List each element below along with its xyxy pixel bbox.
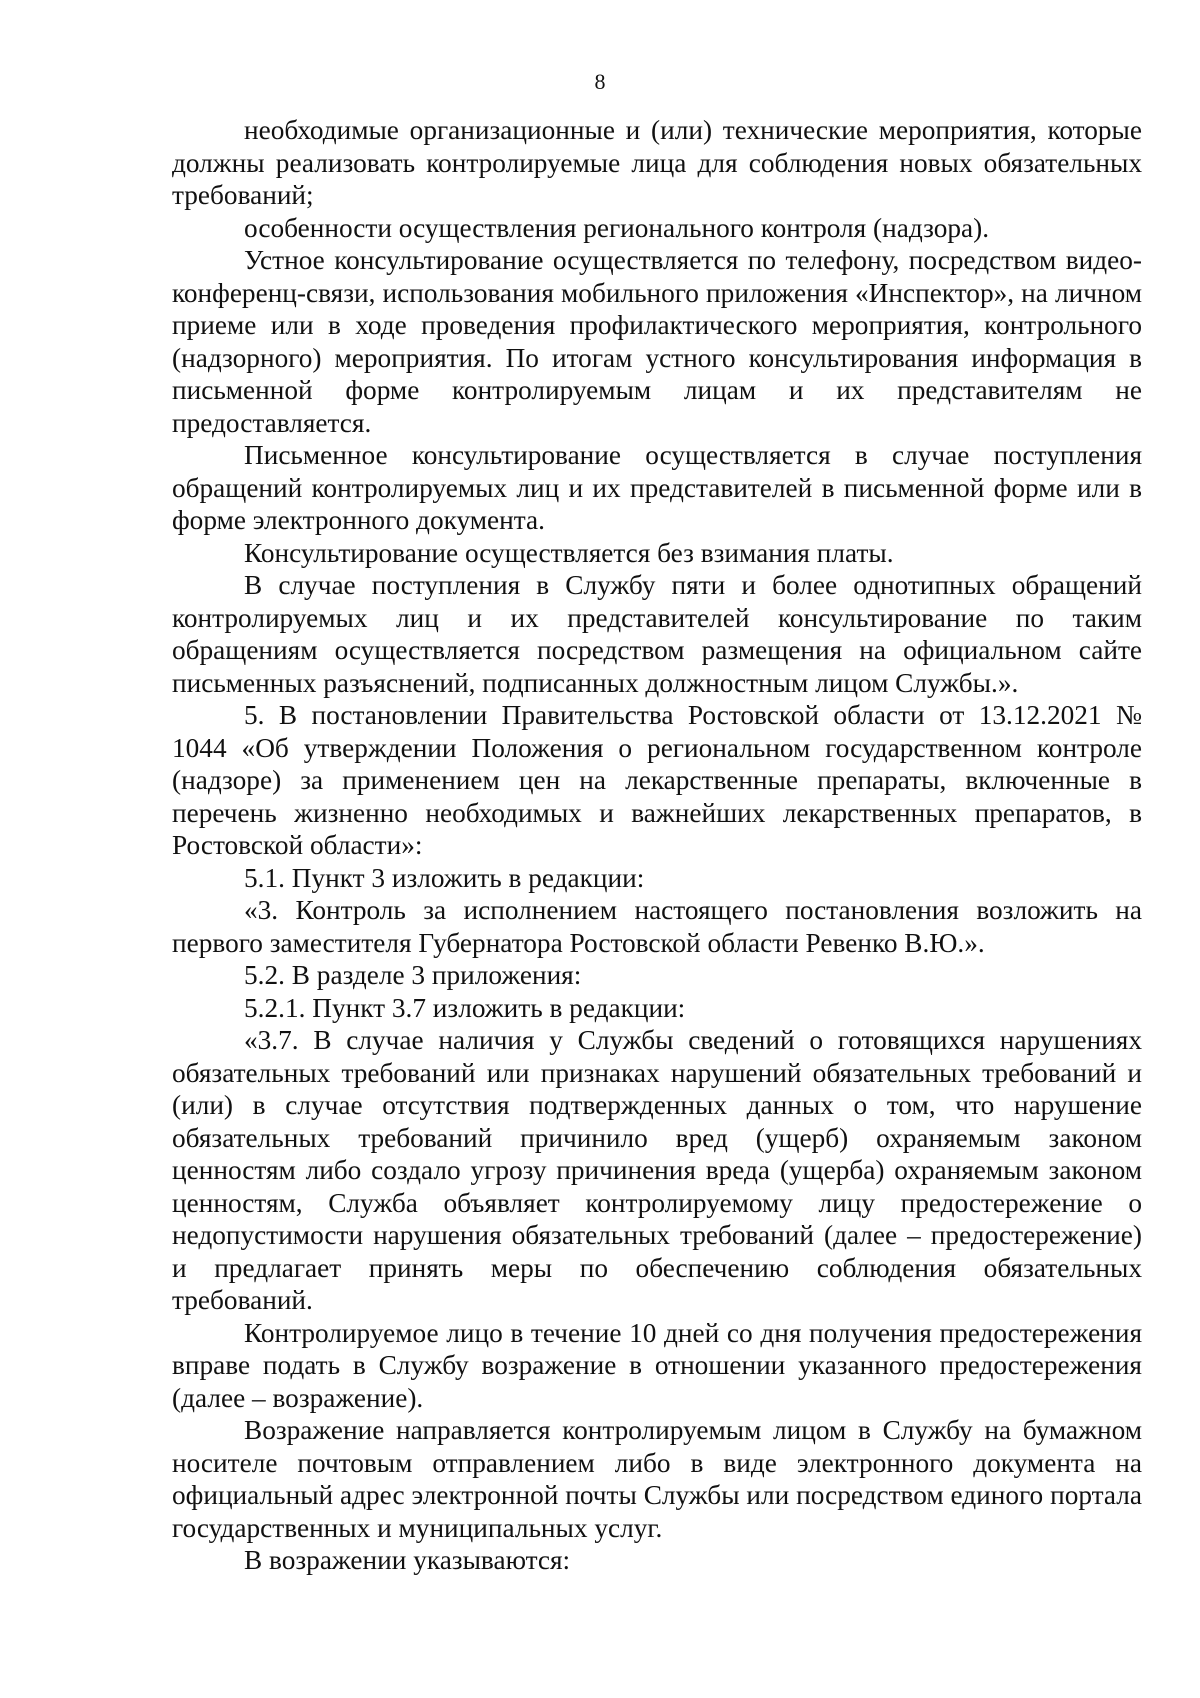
paragraph-similar-appeals: В случае поступления в Службу пяти и более однотипных обращений контролируемых лиц и их представителей консультирование по таким обращениям осуществляется посредством размещения на официальном сайте письменных разъяснений, подписанных должностным лицом Службы.». bbox=[172, 570, 1142, 698]
document-body bbox=[172, 114, 1142, 1577]
paragraph-oral-consulting: Устное консультирование осуществляется по телефону, посредством видео-конференц-связи, использования мобильного приложения «Инспектор», на личном приеме или в ходе проведения профилактического мероприятия, контрольного (надзорного) мероприятия. По итогам устного консультирования информация в письменной форме контролируемым лицам и их представителям не предоставляется. bbox=[172, 245, 1142, 438]
paragraph-item-5: 5. В постановлении Правительства Ростовской области от 13.12.2021 № 1044 «Об утверждении Положения о региональном государственном контроле (надзоре) за применением цен на лекарственные препараты, включенные в перечень жизненно необходимых и важнейших лекарственных препаратов, в Ростовской области»: bbox=[172, 700, 1142, 860]
paragraph-objection-contents: В возражении указываются: bbox=[244, 1545, 571, 1575]
paragraph-written-consulting: Письменное консультирование осуществляется в случае поступления обращений контролируемых лиц и их представителей в письменной форме или в форме электронного документа. bbox=[172, 440, 1142, 535]
paragraph-item-3-7: «3.7. В случае наличия у Службы сведений о готовящихся нарушениях обязательных требований или признаках нарушений обязательных требований и (или) в случае отсутствия подтвержденных данных о том, что нарушение обязательных требований причинило вред (ущерб) охраняемым законом ценностям либо создало угрозу причинения вреда (ущерба) охраняемым законом ценностям, Служба объявляет контролируемому лицу предостережение о недопустимости нарушения обязательных требований (далее – предостережение) и предлагает принять меры по обеспечению соблюдения обязательных требований. bbox=[172, 1025, 1142, 1315]
paragraph-objection-delivery: Возражение направляется контролируемым лицом в Службу на бумажном носителе почтовым отправлением либо в виде электронного документа на официальный адрес электронной почты Службы или посредством единого портала государственных и муниципальных услуг. bbox=[172, 1415, 1142, 1543]
paragraph-item-5-1: 5.1. Пункт 3 изложить в редакции: bbox=[244, 862, 645, 893]
page-number: 8 bbox=[594, 69, 606, 94]
paragraph-item-5-2-1: 5.2.1. Пункт 3.7 изложить в редакции: bbox=[244, 992, 686, 1023]
paragraph-item-5-2: 5.2. В разделе 3 приложения: bbox=[244, 960, 582, 990]
paragraph-objection-term: Контролируемое лицо в течение 10 дней со дня получения предостережения вправе подать в Службу возражение в отношении указанного предостережения (далее – возражение). bbox=[172, 1317, 1142, 1413]
paragraph-item-3-control: «3. Контроль за исполнением настоящего постановления возложить на первого заместителя Губернатора Ростовской области Ревенко В.Ю.». bbox=[172, 895, 1142, 958]
paragraph-free-consulting: Консультирование осуществляется без взимания платы. bbox=[244, 537, 894, 568]
paragraph-measures: необходимые организационные и (или) технические мероприятия, которые должны реализовать контролируемые лица для соблюдения новых обязательных требований; bbox=[172, 115, 1142, 210]
paragraph-control-features: особенности осуществления регионального контроля (надзора). bbox=[244, 212, 990, 243]
